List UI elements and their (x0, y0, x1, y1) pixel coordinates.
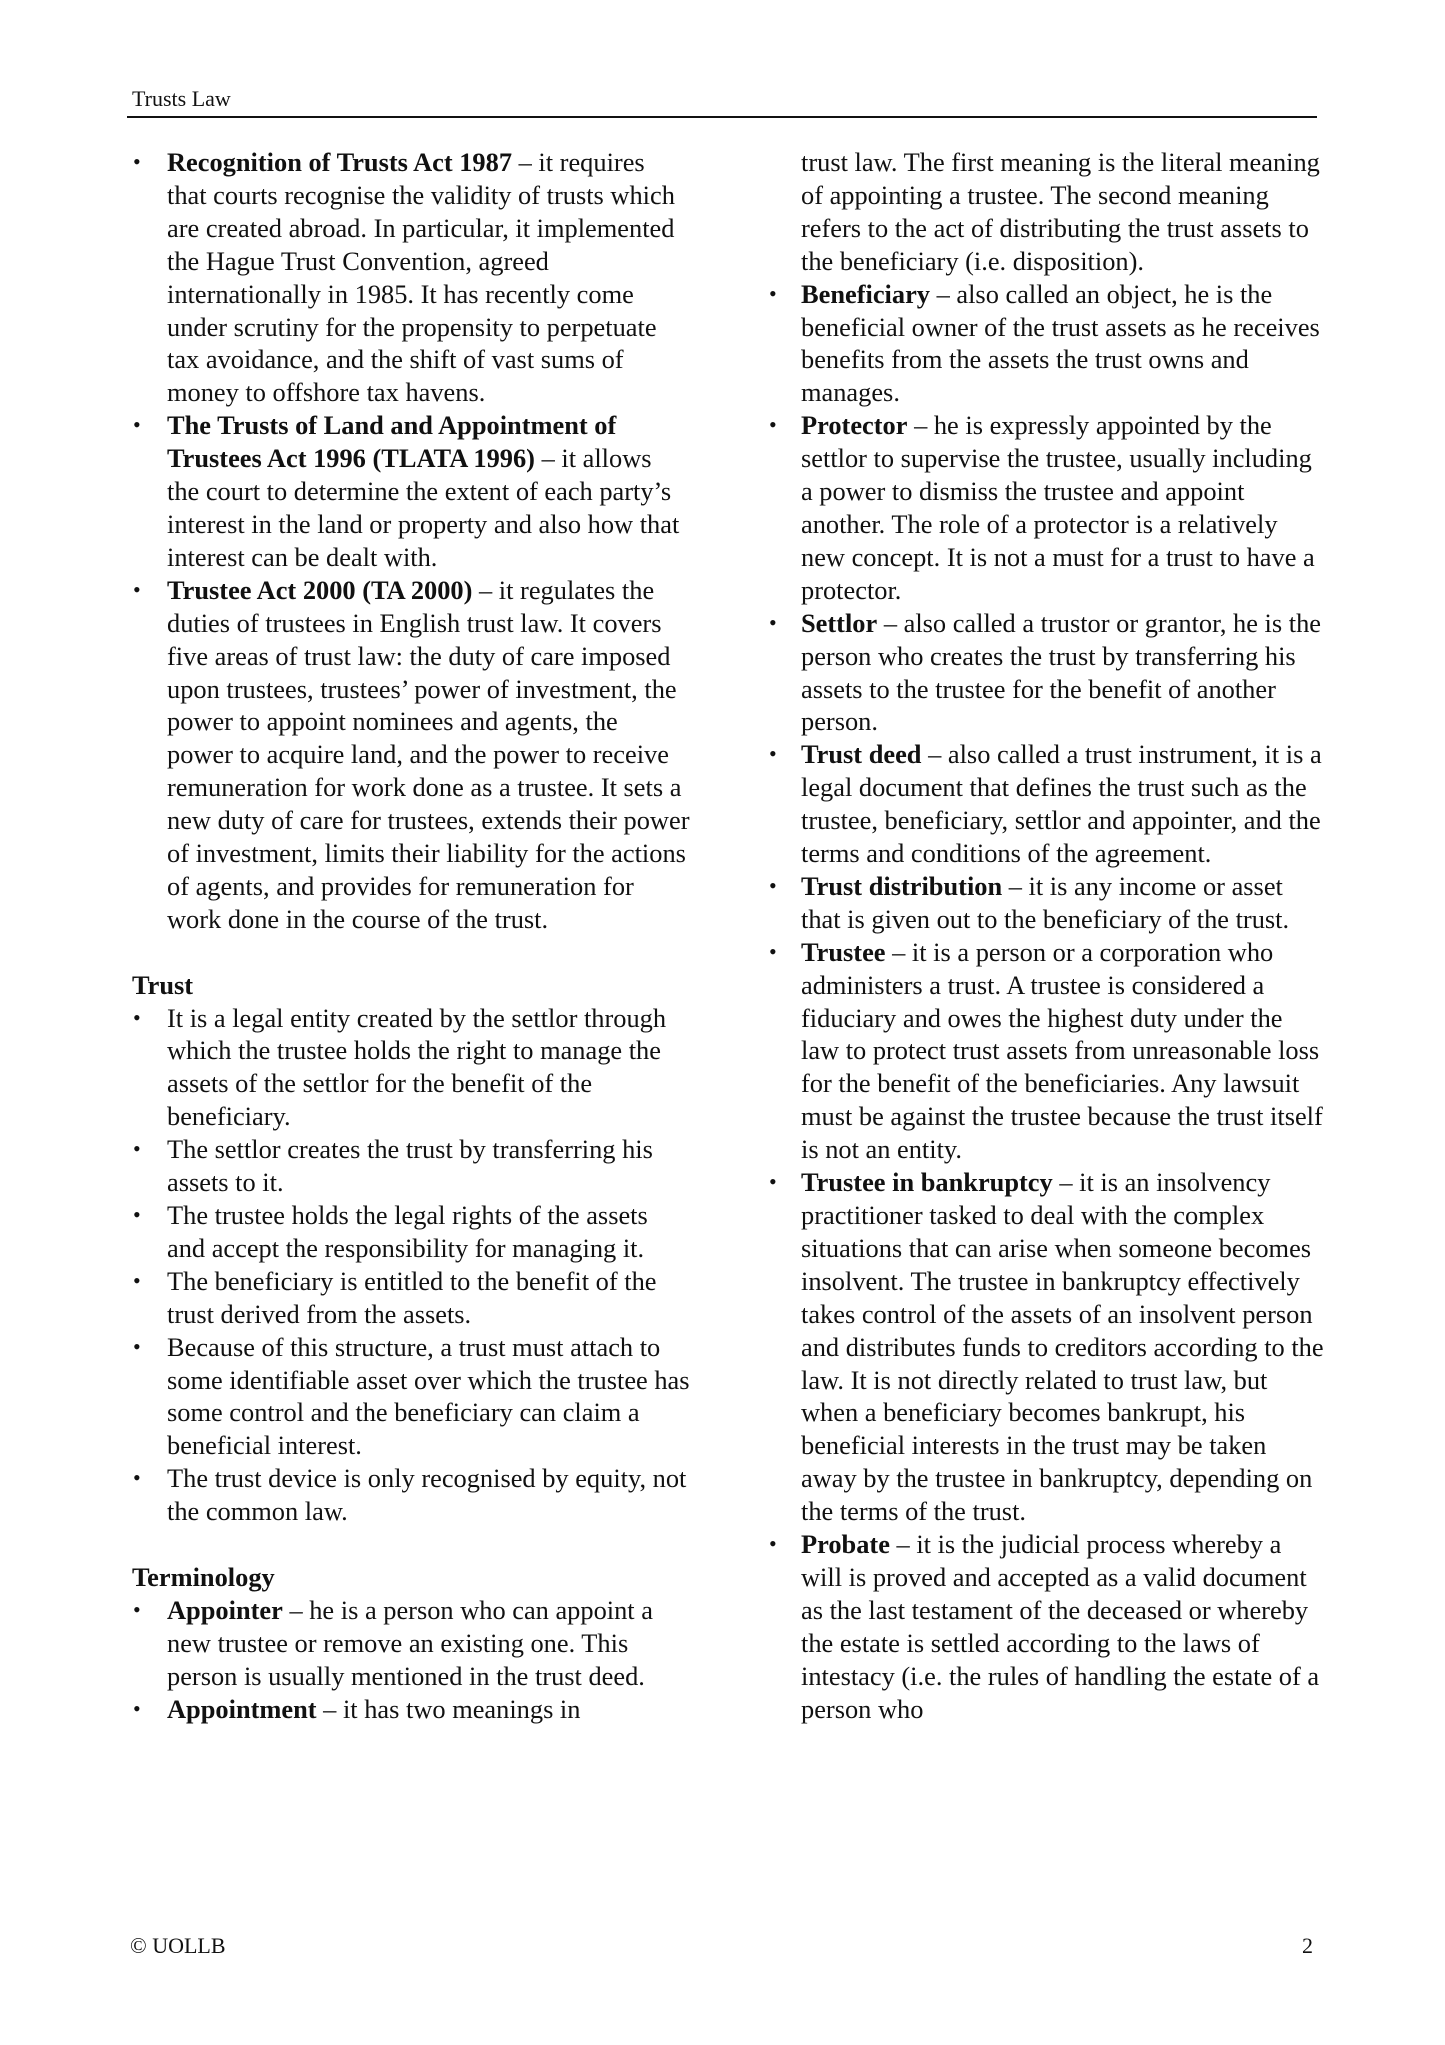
list-item (766, 1528, 1326, 1725)
term-label: Trust distribution (801, 870, 1003, 901)
bullet-icon: • (133, 1333, 141, 1359)
bullet-icon: • (133, 1465, 141, 1491)
bullet-icon: • (769, 938, 777, 964)
list-item (130, 146, 690, 409)
term-label: The Trusts of Land and Appointment of Trustees Act 1996 (TLATA 1996) (167, 410, 617, 474)
term-label: Trustee (801, 936, 886, 967)
term-definition: – he is expressly appointed by the settlor to supervise the trustee, usually including a power to dismiss the trustee and appoint another. The role of a protector is a relatively new concept. It is not a must for a trust to have a protector. (801, 410, 1315, 605)
term-label: Trustee in bankruptcy (801, 1167, 1053, 1198)
term-definition: – he is a person who can appoint a new trustee or remove an existing one. This person is usually mentioned in the trust deed. (167, 1594, 653, 1691)
acts-list (130, 146, 690, 936)
list-item-text: The settlor creates the trust by transferring his assets to it. (167, 1134, 653, 1198)
bullet-icon: • (133, 1136, 141, 1162)
bullet-icon: • (133, 1201, 141, 1227)
list-item (130, 1693, 690, 1726)
term-definition: – also called a trustor or grantor, he is the person who creates the trust by transferring his assets to the trustee for the benefit of another person. (801, 607, 1322, 737)
list-item-text: The beneficiary is entitled to the benefit of the trust derived from the assets. (167, 1265, 657, 1329)
list-item (130, 1265, 690, 1331)
right-column (766, 146, 1326, 1726)
bullet-icon: • (769, 872, 777, 898)
list-item (766, 409, 1326, 606)
bullet-icon: • (769, 1531, 777, 1557)
list-item (130, 1594, 690, 1693)
list-item-text: Because of this structure, a trust must attach to some identifiable asset over which the trustee has some control and the beneficiary can claim a beneficial interest. (167, 1331, 690, 1461)
page-number: 2 (1302, 1933, 1313, 1958)
list-item (130, 409, 690, 574)
term-label: Trust deed (801, 739, 922, 770)
bullet-icon: • (769, 1169, 777, 1195)
bullet-icon: • (769, 609, 777, 635)
header-rule (127, 116, 1317, 118)
term-definition: – it allows the court to determine the extent of each party’s interest in the land or property and also how that interest can be dealt with. (167, 443, 680, 572)
list-item (130, 1199, 690, 1265)
bullet-icon: • (133, 1596, 141, 1622)
term-label: Recognition of Trusts Act 1987 (167, 147, 513, 177)
list-item (766, 936, 1326, 1166)
list-item (766, 870, 1326, 936)
term-definition: – it regulates the duties of trustees in English trust law. It covers five areas of trust law: the duty of care imposed upon trustees, trustees’ power of investment, the power to appoint nominees and agents, the power to acquire land, and the power to receive remuneration for work done as a trustee. It sets a new duty of care for trustees, extends their power of investment, limits their liability for the actions of agents, and provides for remuneration for work done in the course of the trust. (167, 574, 690, 934)
terminology-list-continued (766, 278, 1326, 1726)
left-column (130, 146, 690, 1725)
bullet-icon: • (133, 1267, 141, 1293)
terminology-list (130, 1594, 690, 1726)
list-item (766, 607, 1326, 739)
term-definition: – it is an insolvency practitioner tasked to deal with the complex situations that can arise when someone becomes insolvent. The trustee in bankruptcy effectively takes control of the assets of an insolvent person and distributes funds to creditors according to the law. It is not directly related to trust law, but when a beneficiary becomes bankrupt, his beneficial interests in the trust may be taken away by the trustee in bankruptcy, depending on the terms of the trust. (801, 1167, 1324, 1527)
bullet-icon: • (133, 1004, 141, 1030)
running-header-title: Trusts Law (132, 86, 231, 111)
bullet-icon: • (769, 412, 777, 438)
list-item (130, 1002, 690, 1134)
section-title-terminology: Terminology (132, 1561, 275, 1592)
term-label: Beneficiary (801, 278, 930, 309)
term-definition: – it is any income or asset that is given out to the beneficiary of the trust. (801, 870, 1290, 934)
term-label: Probate (801, 1529, 890, 1560)
list-item (766, 738, 1326, 870)
list-item (766, 1166, 1326, 1528)
term-label: Appointer (167, 1594, 283, 1625)
bullet-icon: • (133, 576, 141, 602)
term-definition: – also called a trust instrument, it is a legal document that defines the trust such as the trustee, beneficiary, settlor and appointer, and the terms and conditions of the agreement. (801, 739, 1322, 869)
footer-copyright: © UOLLB (130, 1933, 226, 1958)
list-item (130, 1331, 690, 1463)
list-item-text: The trustee holds the legal rights of the assets and accept the responsibility for managing it. (167, 1199, 648, 1263)
continued-definition: trust law. The first meaning is the literal meaning of appointing a trustee. The second meaning refers to the act of distributing the trust assets to the beneficiary (i.e. disposition). (801, 147, 1320, 276)
bullet-icon: • (133, 149, 141, 174)
list-item-text: The trust device is only recognised by equity, not the common law. (167, 1463, 687, 1527)
section-title-trust: Trust (132, 969, 194, 1000)
term-definition: – it is the judicial process whereby a will is proved and accepted as a valid document as the last testament of the deceased or whereby the estate is settled according to the laws of intestacy (i.e. the rules of handling the estate of a person who (801, 1529, 1320, 1724)
list-item (766, 278, 1326, 410)
list-item (130, 1133, 690, 1199)
bullet-icon: • (133, 412, 141, 438)
term-definition: – also called an object, he is the beneficial owner of the trust assets as he receives benefits from the assets the trust owns and manages. (801, 278, 1320, 408)
bullet-icon: • (769, 741, 777, 767)
term-label: Trustee Act 2000 (TA 2000) (167, 574, 473, 605)
bullet-icon: • (769, 280, 777, 306)
term-label: Protector (801, 410, 908, 441)
bullet-icon: • (133, 1695, 141, 1721)
term-definition: – it has two meanings in (316, 1693, 581, 1724)
list-item (130, 1462, 690, 1528)
term-definition: – it is a person or a corporation who administers a trust. A trustee is considered a fiduciary and owes the highest duty under the law to protect trust assets from unreasonable loss for the benefit of the beneficiaries. Any lawsuit must be against the trustee because the trust itself is not an entity. (801, 936, 1323, 1165)
term-label: Appointment (167, 1693, 317, 1724)
term-label: Settlor (801, 607, 878, 638)
list-item-text: It is a legal entity created by the settlor through which the trustee holds the right to manage the assets of the settlor for the benefit of the beneficiary. (167, 1002, 667, 1132)
term-definition: – it requires that courts recognise the validity of trusts which are created abroad. In particular, it implemented the Hague Trust Convention, agreed internationally in 1985. It has recently come under scrutiny for the propensity to perpetuate tax avoidance, and the shift of vast sums of money to offshore tax havens. (167, 147, 675, 408)
list-item (130, 574, 690, 936)
trust-list (130, 1002, 690, 1529)
